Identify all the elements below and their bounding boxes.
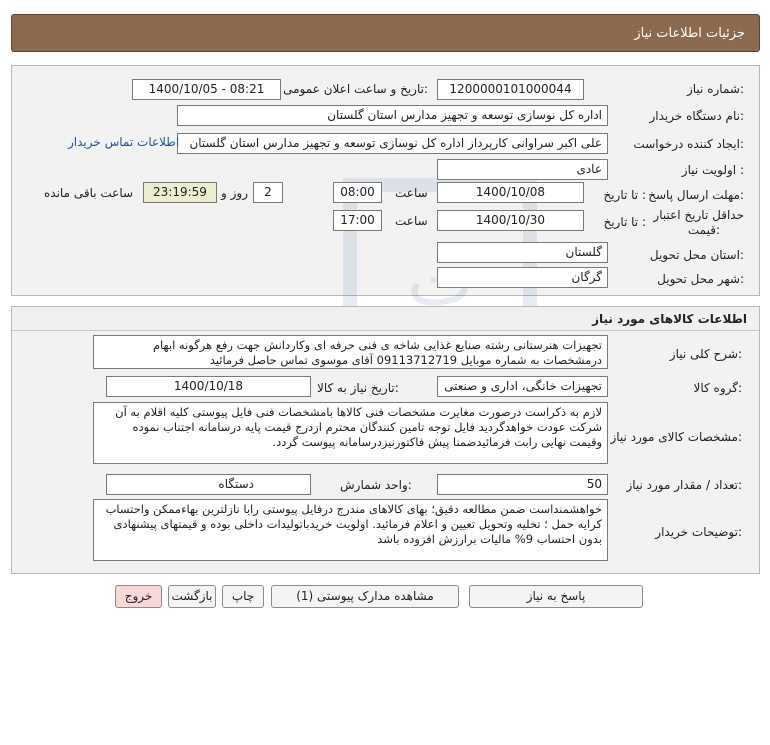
exit-button[interactable]: خروج xyxy=(115,585,162,608)
deadline-date-field: 1400/10/08 xyxy=(437,182,584,203)
need-date-field: 1400/10/18 xyxy=(106,376,311,397)
city-label: شهر محل تحویل: xyxy=(657,272,744,286)
priority-field: عادی xyxy=(437,159,608,180)
creator-field: علی اکبر سراوانی کارپرداز اداره کل نوسازی توسعه و تجهیز مدارس استان گلستان xyxy=(177,133,608,154)
need-date-label: تاریخ نیاز به کالا: xyxy=(317,381,399,395)
need-number-field: 1200000101000044 xyxy=(437,79,584,100)
group-field: تجهیزات خانگی، اداری و صنعتی xyxy=(437,376,608,397)
validity-label-line2: قیمت: xyxy=(687,223,720,237)
summary-field: تجهیزات هنرستانی رشته صنایع غذایی شاخه ی فنی حرفه ای وکاردانش جهت رفع هرگونه ابهام درمشخصات به شماره موبایل 09113712719 آقای موسوی تماس حاصل فرمائید xyxy=(93,335,608,369)
deadline-time-label: ساعت xyxy=(395,186,428,200)
province-label: استان محل تحویل: xyxy=(649,248,744,262)
province-field: گلستان xyxy=(437,242,608,263)
deadline-label: مهلت ارسال پاسخ: xyxy=(648,188,744,202)
buyer-notes-label: توضیحات خریدار: xyxy=(655,525,742,539)
summary-label: شرح کلی نیاز: xyxy=(669,347,742,361)
priority-label: اولویت نیاز : xyxy=(681,163,744,177)
unit-label: واحد شمارش: xyxy=(340,478,412,492)
specs-field: لازم به ذکراست درصورت مغایرت مشخصات فنی کالاها بامشخصات فنی فایل پیوستی کلیه اقلام به آن شرکت عودت خواهدگردید فایل توجه تامین کنندگان محترم ازدرج قیمت پایه درسامانه اجتناب نموده وقیمت نهایی رابت فرمائیدضمنا پیش فاکتورنیزدرسامانه پیوست گردد. xyxy=(93,402,608,464)
view-attachments-button[interactable]: مشاهده مدارک پیوستی (1) xyxy=(271,585,459,608)
deadline-time-field: 08:00 xyxy=(333,182,382,203)
specs-label: مشخصات کالای مورد نیاز: xyxy=(610,430,742,444)
buyer-org-field: اداره کل نوسازی توسعه و تجهیز مدارس استان گلستان xyxy=(177,105,608,126)
page-header xyxy=(11,14,760,52)
qty-label: تعداد / مقدار مورد نیاز: xyxy=(626,478,742,492)
buyer-notes-field: خواهشمنداست ضمن مطالعه دقیق؛ بهای کالاهای مندرج درفایل پیوستی رابا نازلترین بهاءممکن واحتساب کرایه حمل ؛ تخلیه وتحویل تعیین و اعلام فرمائید. اولویت خریدباتولیدات داخلی بوده و قیمتهای پیشنهادی بدون احتساب 9% مالیات برارزش افزوده باشد xyxy=(93,499,608,561)
need-number-label: شماره نیاز: xyxy=(686,82,744,96)
print-button[interactable]: چاپ xyxy=(222,585,264,608)
need-info-panel xyxy=(11,65,760,296)
page-title: جزئیات اطلاعات نیاز xyxy=(634,26,745,41)
announce-field: 1400/10/05 - 08:21 xyxy=(132,79,281,100)
remaining-time-field: 23:19:59 xyxy=(143,182,217,203)
announce-label: تاریخ و ساعت اعلان عمومی: xyxy=(283,82,428,96)
days-field: 2 xyxy=(253,182,283,203)
qty-field: 50 xyxy=(437,474,608,495)
creator-label: ایجاد کننده درخواست: xyxy=(633,137,744,151)
remaining-label: ساعت باقی مانده xyxy=(44,186,134,200)
city-field: گرگان xyxy=(437,267,608,288)
validity-until-label: تا تاریخ : xyxy=(603,215,646,229)
validity-time-field: 17:00 xyxy=(333,210,382,231)
buyer-org-label: نام دستگاه خریدار: xyxy=(649,109,744,123)
group-label: گروه کالا: xyxy=(693,381,742,395)
validity-time-label: ساعت xyxy=(395,214,428,228)
validity-date-field: 1400/10/30 xyxy=(437,210,584,231)
goods-section-title: اطلاعات کالاهای مورد نیاز xyxy=(592,312,747,326)
days-label: روز و xyxy=(221,186,248,200)
unit-field: دستگاه xyxy=(106,474,311,495)
validity-label-line1: حداقل تاریخ اعتبار xyxy=(653,208,744,222)
deadline-until-label: تا تاریخ : xyxy=(603,188,646,202)
back-button[interactable]: بازگشت xyxy=(168,585,216,608)
goods-section-header xyxy=(12,307,759,331)
reply-button[interactable]: پاسخ به نیاز xyxy=(469,585,643,608)
buyer-contact-link[interactable]: اطلاعات تماس خریدار xyxy=(68,135,180,149)
